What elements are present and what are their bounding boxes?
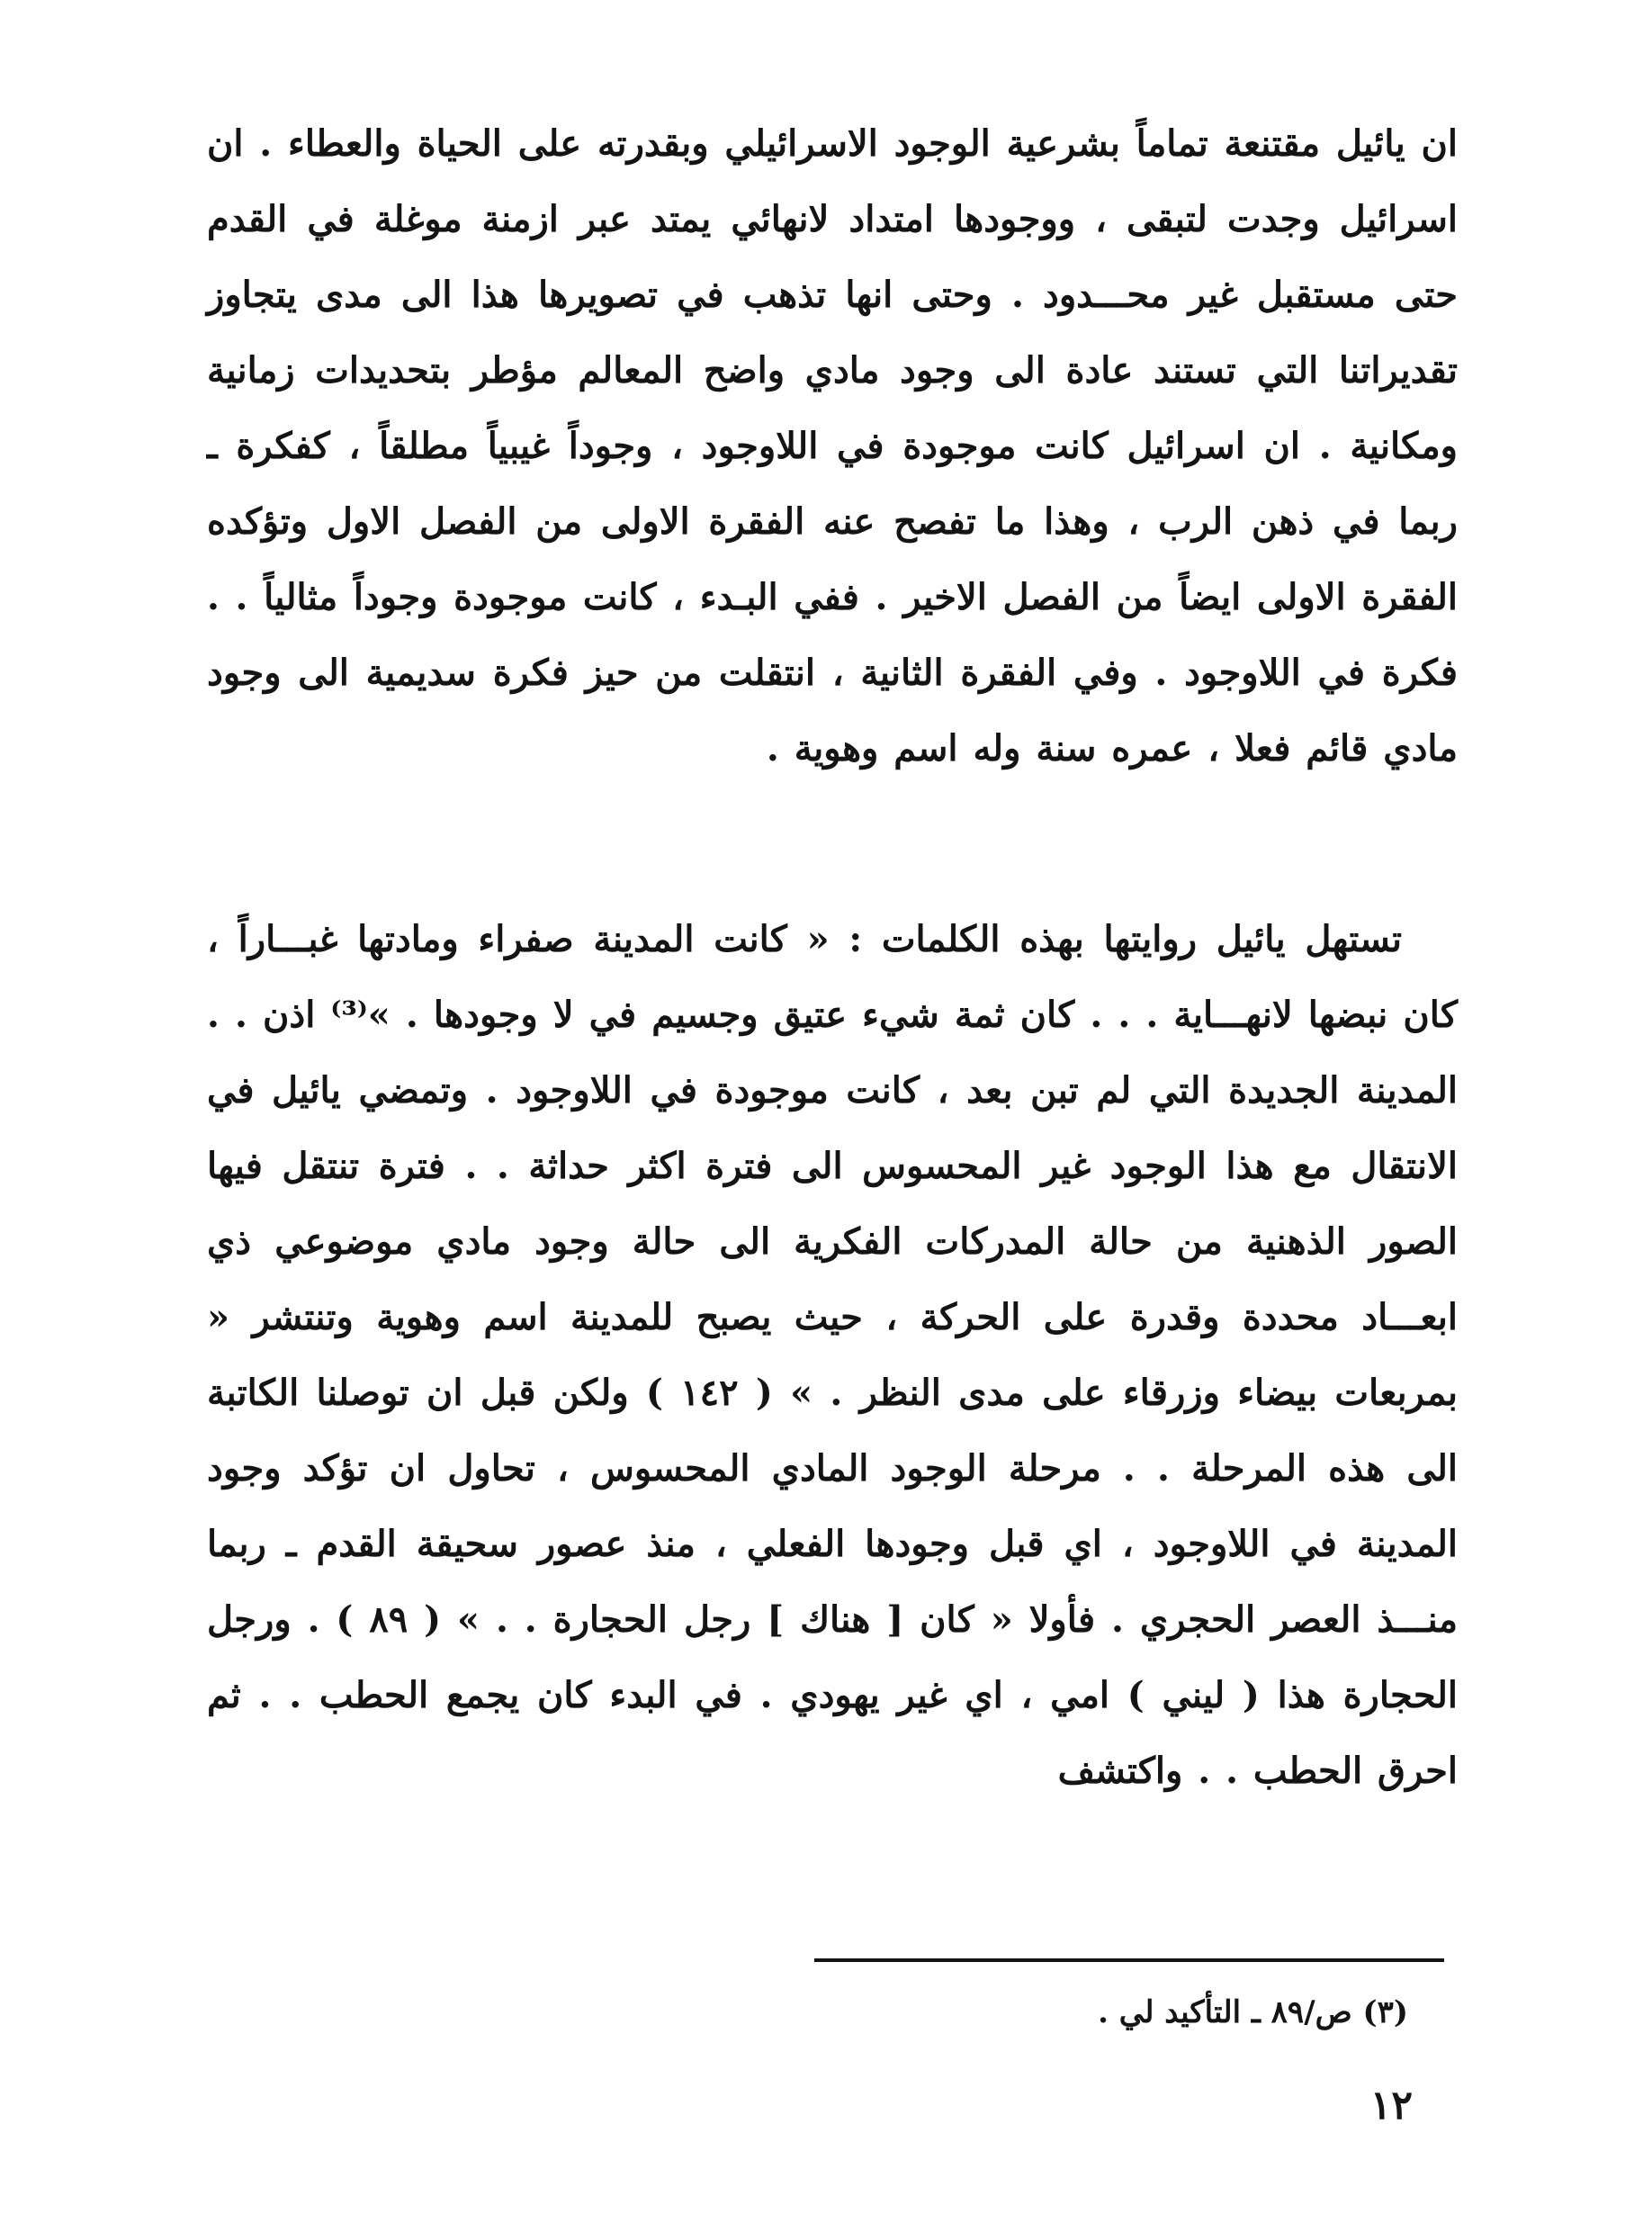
footnote-divider [814, 1958, 1444, 1962]
page-number: ١٢ [1369, 2083, 1413, 2128]
paragraph-1: ان يائيل مقتنعة تماماً بشرعية الوجود الاسرائيلي وبقدرته على الحياة والعطاء . ان اسرائيل وجدت لتبقى ، ووجودها امتداد لانهائي يمتد عبر ازمنة موغلة في القدم حتى مستقبل غير محـــدود . وحتى انها تذهب في تصويرها هذا الى مدى يتجاوز تقديراتنا التي تستند عادة الى وجود مادي واضح المعالم مؤطر بتحديدات زمانية ومكانية . ان اسرائيل كانت موجودة في اللاوجود ، وجوداً غيبياً مطلقاً ، كفكرة ـ ربما في ذهن الرب ، وهذا ما تفصح عنه الفقرة الاولى من الفصل الاول وتؤكده الفقرة الاولى ايضاً من الفصل الاخير . ففي البـدء ، كانت موجودة وجوداً مثالياً . . فكرة في اللاوجود . وفي الفقرة الثانية ، انتقلت من حيز فكرة سديمية الى وجود مادي قائم فعلا ، عمره سنة وله اسم وهوية . [207, 122, 1458, 770]
paragraph-2: تستهل يائيل روايتها بهذه الكلمات : « كانت المدينة صفراء ومادتها غبـــاراً ، كان نبضها لانهـــاية . . . كان ثمة شيء عتيق وجسيم في لا وجودها . »⁽³⁾ اذن . . المدينة الجديدة التي لم تبن بعد ، كانت موجودة في اللاوجود . وتمضي يائيل في الانتقال مع هذا الوجود غير المحسوس الى فترة اكثر حداثة . . فترة تنتقل فيها الصور الذهنية من حالة المدركات الفكرية الى حالة وجود مادي موضوعي ذي ابعـــاد محددة وقدرة على الحركة ، حيث يصبح للمدينة اسم وهوية وتنتشر « بمربعات بيضاء وزرقاء على مدى النظر . » ( ١٤٢ ) ولكن قبل ان توصلنا الكاتبة الى هذه المرحلة . . مرحلة الوجود المادي المحسوس ، تحاول ان تؤكد وجود المدينة في اللاوجود ، اي قبل وجودها الفعلي ، منذ عصور سحيقة القدم ـ ربما منـــذ العصر الحجري . فأولا « كان [ هناك ] رجل الحجارة . . » ( ٨٩ ) . ورجل الحجارة هذا ( ليني ) امي ، اي غير يهودي . في البدء كان يجمع الحطب . . ثم احرق الحطب . . واكتشف [207, 918, 1459, 1792]
footnote: (٣) ص/٨٩ ـ التأكيد لي . [1098, 1994, 1408, 2030]
